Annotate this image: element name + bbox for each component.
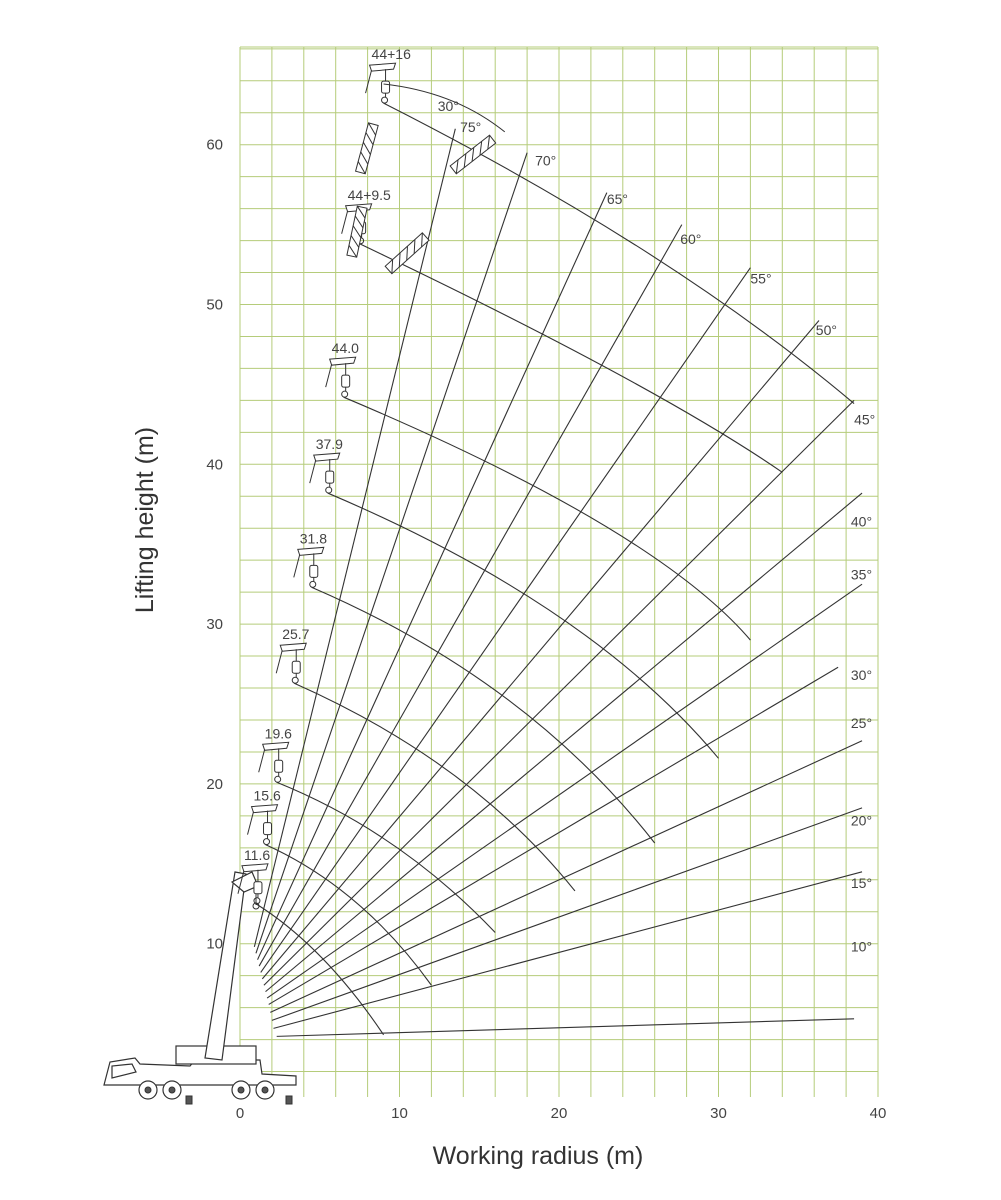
hook-block-icon xyxy=(342,375,350,387)
hook-block-icon xyxy=(310,565,318,577)
angle-label: 40° xyxy=(850,513,873,530)
height-curve xyxy=(384,103,855,403)
boom-head-icon xyxy=(370,63,396,71)
angle-label: 65° xyxy=(606,190,629,207)
lifting-height-curves xyxy=(253,103,854,1035)
hook-icon xyxy=(310,581,316,587)
angle-label: 35° xyxy=(850,566,873,583)
hook-block-icon xyxy=(275,760,283,772)
hook-block-icon xyxy=(254,882,262,894)
grid xyxy=(240,47,878,1097)
angle-label: 60° xyxy=(680,230,702,247)
x-tick-label: 40 xyxy=(869,1105,887,1122)
hook-block-icon xyxy=(382,81,390,93)
hook-icon xyxy=(342,391,348,397)
x-tick-label: 0 xyxy=(235,1105,245,1122)
lattice-jib-icon xyxy=(385,233,429,274)
x-tick-label: 30 xyxy=(710,1105,727,1122)
angle-label: 55° xyxy=(750,270,772,287)
boom-head-icon xyxy=(280,643,306,651)
height-curve xyxy=(344,397,751,640)
boom-head-icon xyxy=(298,547,324,555)
boom-head-icon xyxy=(248,812,254,835)
y-tick-label: 60 xyxy=(206,136,223,154)
angle-label: 15° xyxy=(850,874,873,891)
boom-length-label: 31.8 xyxy=(299,530,328,547)
y-tick-label: 30 xyxy=(206,616,223,634)
hook-block-icon xyxy=(292,661,300,673)
hook-icon xyxy=(264,839,270,845)
y-tick-label: 20 xyxy=(206,775,223,793)
boom-head-icon xyxy=(259,749,265,772)
boom-head-icon xyxy=(366,70,372,93)
boom-angle-line xyxy=(266,493,863,992)
angle-label: 50° xyxy=(815,321,837,338)
angle-label: 45° xyxy=(854,411,876,428)
angle-label: 70° xyxy=(535,152,557,169)
boom-length-label: 44+16 xyxy=(371,46,411,63)
boom-head-icon xyxy=(242,864,268,872)
angle-label: 30° xyxy=(850,667,873,684)
hook-icon xyxy=(326,487,332,493)
y-tick-label: 10 xyxy=(206,935,223,953)
hook-block-icon xyxy=(264,823,272,835)
jib-offset-label: 30° xyxy=(437,98,459,115)
angle-labels xyxy=(384,84,876,955)
boom-angle-line xyxy=(264,584,862,998)
boom-angle-line xyxy=(270,741,862,1013)
angle-label: 75° xyxy=(460,118,482,135)
boom-angle-line xyxy=(272,808,862,1021)
boom-head-icon xyxy=(330,357,356,365)
boom-head-icon xyxy=(263,742,289,750)
hook-icon xyxy=(292,677,298,683)
boom-angle-lines xyxy=(254,129,862,1037)
height-curve xyxy=(277,782,496,932)
y-tick-label: 40 xyxy=(206,456,223,474)
height-curve xyxy=(312,587,655,843)
hook-block-icon xyxy=(326,471,334,483)
boom-head-icon xyxy=(252,805,278,813)
boom-head-icon xyxy=(294,554,300,577)
boom-length-label: 44+9.5 xyxy=(347,186,391,203)
boom-length-label: 25.7 xyxy=(282,626,310,643)
y-tick-label: 50 xyxy=(206,296,223,314)
boom-length-label: 44.0 xyxy=(331,340,359,357)
boom-length-label: 19.6 xyxy=(264,725,292,742)
hook-icon xyxy=(382,97,388,103)
boom-head-icon xyxy=(326,364,332,387)
y-axis-title: Lifting height (m) xyxy=(131,426,159,614)
angle-label: 20° xyxy=(850,812,873,829)
boom-length-label: 37.9 xyxy=(315,436,343,453)
crane-illustration xyxy=(104,872,296,1104)
boom-head-icon xyxy=(276,650,282,673)
x-tick-label: 20 xyxy=(550,1105,568,1122)
hook-icon xyxy=(275,776,281,782)
boom-length-label: 11.6 xyxy=(243,846,271,863)
boom-head-icon xyxy=(342,211,348,234)
boom-length-label: 15.6 xyxy=(253,787,281,804)
x-tick-label: 10 xyxy=(391,1105,408,1122)
x-axis-title: Working radius (m) xyxy=(432,1142,644,1170)
boom-head-icon xyxy=(310,460,316,483)
boom-angle-line xyxy=(259,225,682,966)
lattice-jib-icon xyxy=(356,123,379,174)
height-curve xyxy=(266,845,432,986)
angle-label: 10° xyxy=(850,938,873,955)
height-curve xyxy=(328,493,719,758)
boom-angle-line xyxy=(277,1019,854,1037)
angle-label: 25° xyxy=(850,714,873,731)
